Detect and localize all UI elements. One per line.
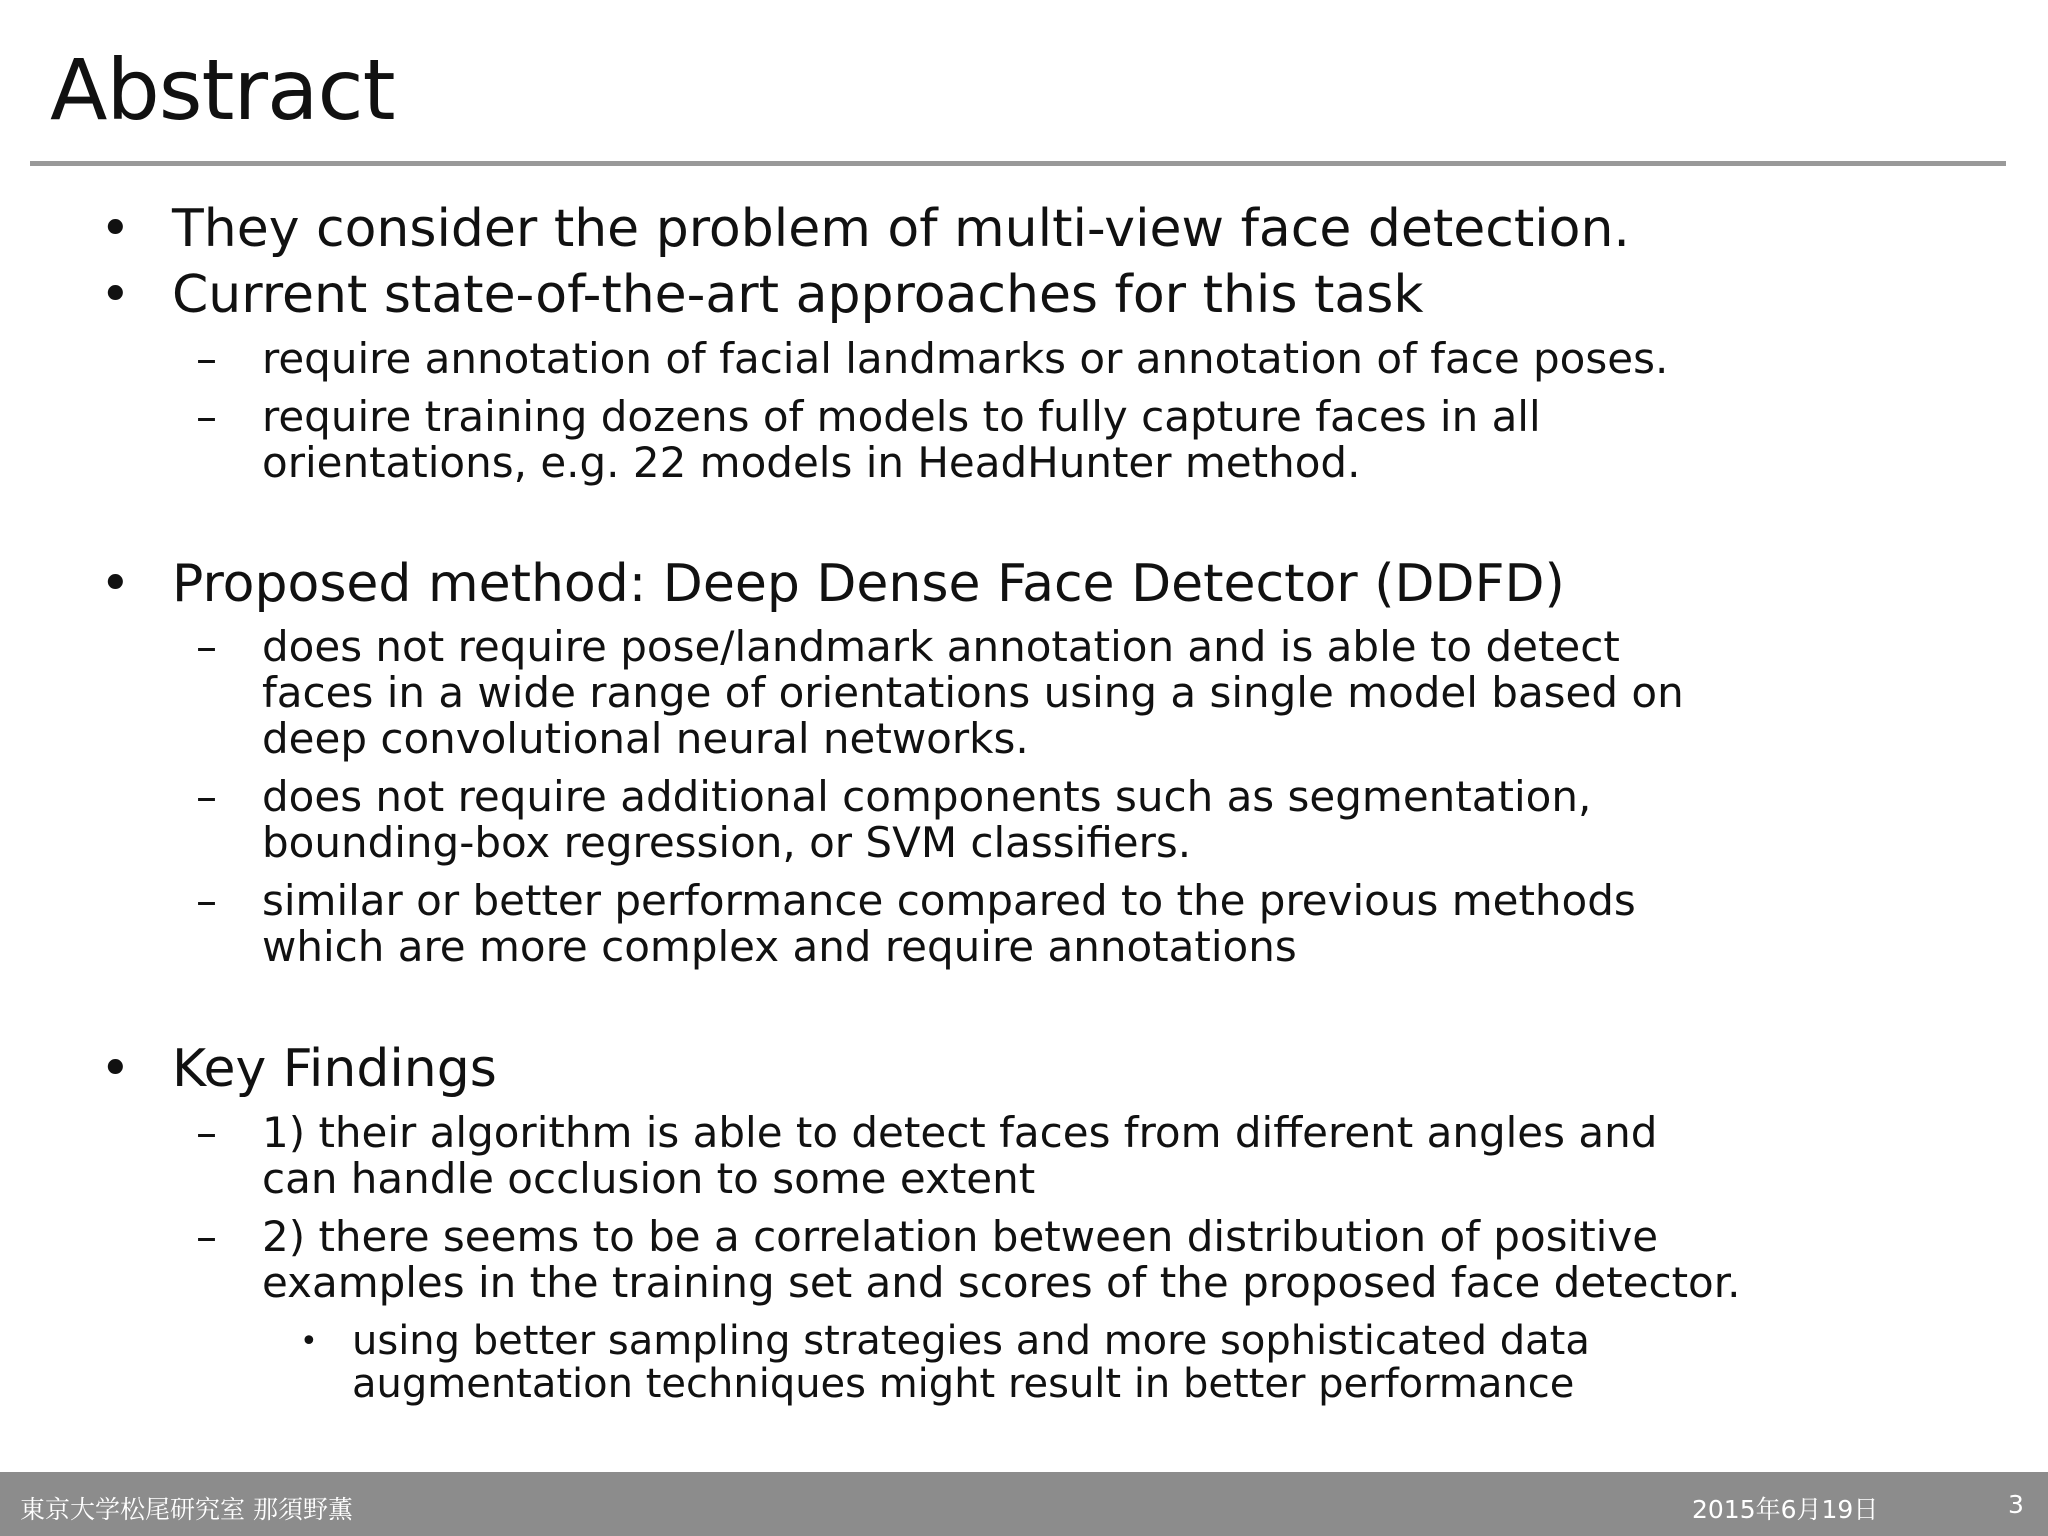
slide-footer [0, 1472, 2048, 1536]
bullet-marker: • [100, 1039, 131, 1099]
bullet-text: Current state-of-the-art approaches for this task [172, 265, 1424, 325]
sub-bullet-text-continued: deep convolutional neural networks. [262, 714, 1029, 763]
sub-bullet-text: require training dozens of models to fully capture faces in all [262, 392, 1541, 441]
sub-bullet-text-continued: examples in the training set and scores of the proposed face detector. [262, 1258, 1741, 1307]
sub-bullet-text: 2) there seems to be a correlation between distribution of positive [262, 1212, 1659, 1261]
sub-bullet-text: does not require additional components such as segmentation, [262, 772, 1592, 821]
sub-bullet-text-continued: bounding-box regression, or SVM classifiers. [262, 818, 1192, 867]
dash-marker: – [196, 1108, 217, 1157]
sub-bullet-text-continued: faces in a wide range of orientations using a single model based on [262, 668, 1684, 717]
sub-bullet-text-continued: which are more complex and require annotations [262, 922, 1297, 971]
sub-bullet-text-continued: orientations, e.g. 22 models in HeadHunter method. [262, 438, 1361, 487]
small-bullet-marker: • [300, 1324, 318, 1359]
bullet-marker: • [100, 554, 131, 614]
footer-affiliation: 東京大学松尾研究室 那須野薫 [20, 1495, 353, 1524]
footer-date: 2015年6月19日 [1692, 1495, 1879, 1524]
bullet-text: They consider the problem of multi-view face detection. [172, 199, 1630, 259]
dash-marker: – [196, 622, 217, 671]
slide-title: Abstract [50, 41, 395, 139]
dash-marker: – [196, 1212, 217, 1261]
sub-sub-bullet-text: using better sampling strategies and more sophisticated data [352, 1318, 1590, 1364]
page-number: 3 [2008, 1490, 2024, 1519]
sub-sub-bullet-text-continued: augmentation techniques might result in better performance [352, 1361, 1575, 1407]
bullet-text: Proposed method: Deep Dense Face Detector (DDFD) [172, 554, 1565, 614]
sub-bullet-text: does not require pose/landmark annotation and is able to detect [262, 622, 1620, 671]
dash-marker: – [196, 334, 217, 383]
bullet-marker: • [100, 265, 131, 325]
dash-marker: – [196, 772, 217, 821]
sub-bullet-text: similar or better performance compared to the previous methods [262, 876, 1636, 925]
sub-bullet-text: 1) their algorithm is able to detect faces from different angles and [262, 1108, 1658, 1157]
sub-bullet-text-continued: can handle occlusion to some extent [262, 1154, 1036, 1203]
bullet-marker: • [100, 199, 131, 259]
bullet-text: Key Findings [172, 1039, 497, 1099]
sub-bullet-text: require annotation of facial landmarks or annotation of face poses. [262, 334, 1669, 383]
dash-marker: – [196, 876, 217, 925]
dash-marker: – [196, 392, 217, 441]
